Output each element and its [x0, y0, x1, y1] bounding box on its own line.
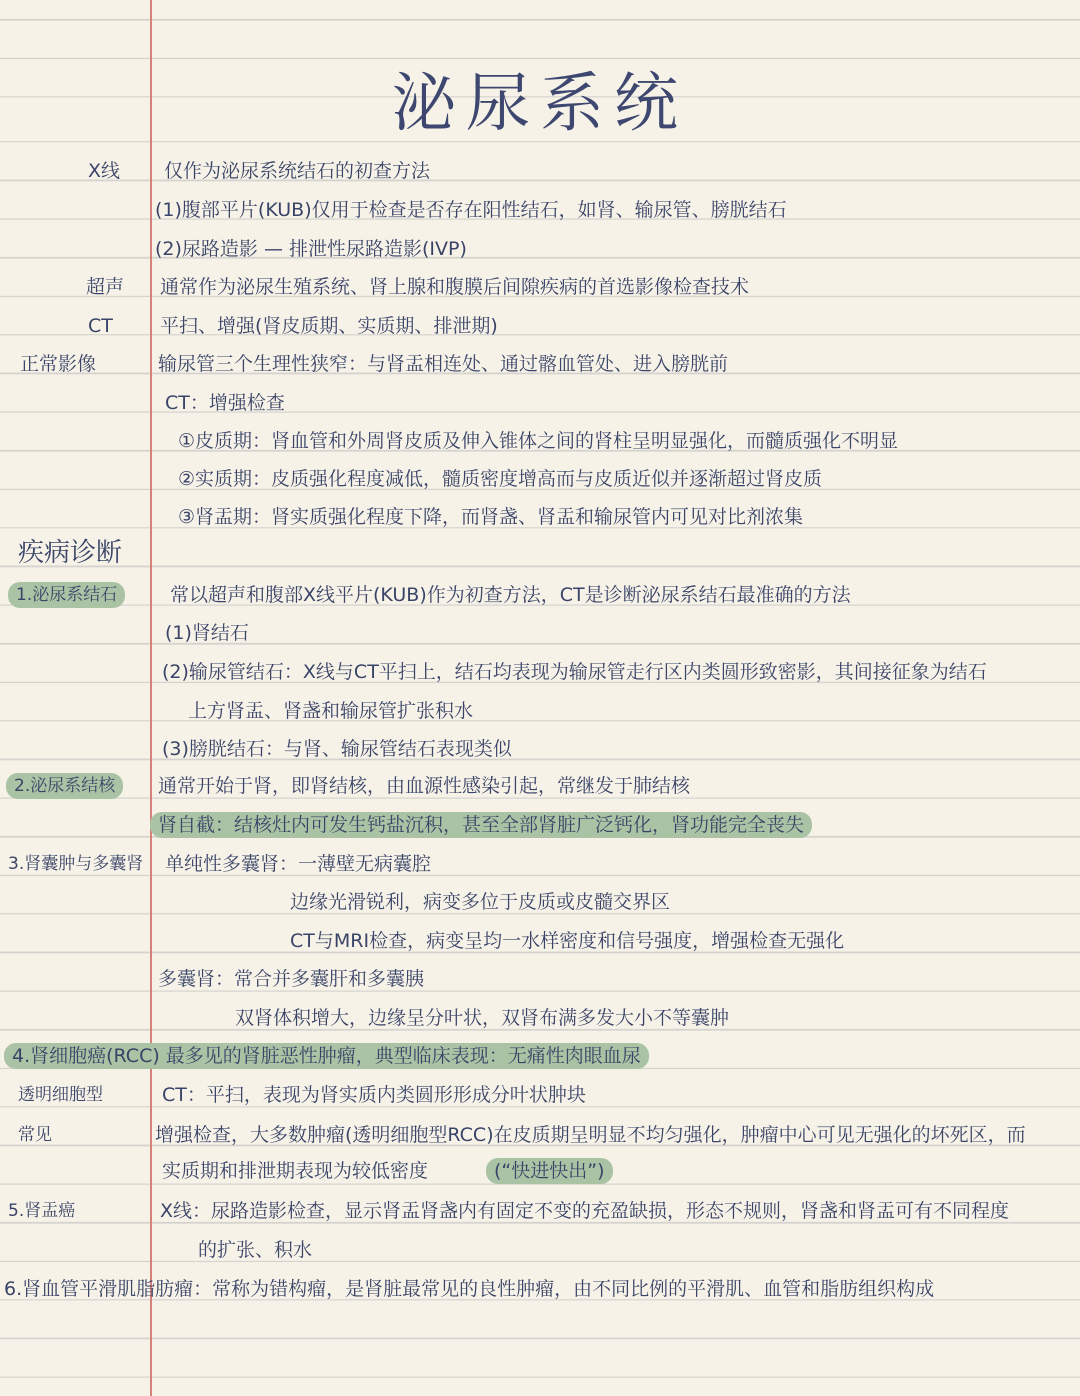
label-ct: CT	[88, 315, 113, 337]
label-urinary-stones: 1.泌尿系结石	[8, 582, 125, 608]
label-common: 常见	[18, 1125, 52, 1145]
normal-line-4: ②实质期：皮质强化程度减低，髓质密度增高而与皮质近似并逐渐超过肾皮质	[178, 468, 823, 490]
normal-line-3: ①皮质期：肾血管和外周肾皮质及伸入锥体之间的肾柱呈明显强化，而髓质强化不明显	[178, 430, 899, 452]
rcc-title: 4.肾细胞癌(RCC) 最多见的肾脏恶性肿瘤，典型临床表现：无痛性肉眼血尿	[4, 1043, 649, 1069]
cyst-line-4: 多囊肾：常合并多囊肝和多囊胰	[158, 968, 425, 990]
cyst-line-5: 双肾体积增大，边缘呈分叶状，双肾布满多发大小不等囊肿	[235, 1007, 730, 1029]
aml-line: 6.肾血管平滑肌脂肪瘤：常称为错构瘤，是肾脏最常见的良性肿瘤，由不同比例的平滑肌、血管和脂肪组织构成	[4, 1278, 935, 1300]
cyst-line-1: 单纯性多囊肾：一薄壁无病囊腔	[165, 853, 432, 875]
stones-line-2: (1)肾结石	[165, 622, 249, 644]
xray-line-3: (2)尿路造影 — 排泄性尿路造影(IVP)	[155, 238, 467, 260]
label-clear-cell: 透明细胞型	[18, 1085, 103, 1105]
cyst-line-2: 边缘光滑锐利，病变多位于皮质或皮髓交界区	[290, 891, 671, 913]
tb-highlight: 肾自截：结核灶内可发生钙盐沉积，甚至全部肾脏广泛钙化，肾功能完全丧失	[150, 812, 812, 838]
ultrasound-line: 通常作为泌尿生殖系统、肾上腺和腹膜后间隙疾病的首选影像检查技术	[160, 276, 750, 298]
pelvis-line-1: X线：尿路造影检查，显示肾盂肾盏内有固定不变的充盈缺损，形态不规则，肾盏和肾盂可有不同程度	[160, 1200, 1010, 1222]
rcc-fast-in-out: (“快进快出”)	[486, 1158, 613, 1184]
rcc-line-2: 增强检查，大多数肿瘤(透明细胞型RCC)在皮质期呈明显不均匀强化，肿瘤中心可见无强化的坏死区，而	[155, 1124, 1026, 1146]
label-renal-pelvis: 5.肾盂癌	[8, 1201, 76, 1221]
page-title: 泌尿系统	[392, 67, 688, 141]
label-xray: X线	[88, 160, 121, 182]
normal-line-5: ③肾盂期：肾实质强化程度下降，而肾盏、肾盂和输尿管内可见对比剂浓集	[178, 506, 804, 528]
xray-line-2: (1)腹部平片(KUB)仅用于检查是否存在阳性结石，如肾、输尿管、膀胱结石	[155, 199, 787, 221]
stones-line-1: 常以超声和腹部X线平片(KUB)作为初查方法，CT是诊断泌尿系结石最准确的方法	[170, 584, 851, 606]
normal-line-2: CT：增强检查	[165, 392, 285, 414]
normal-line-1: 输尿管三个生理性狭窄：与肾盂相连处、通过髂血管处、进入膀胱前	[158, 353, 729, 375]
xray-line-1: 仅作为泌尿系统结石的初查方法	[164, 160, 431, 182]
label-urinary-tb: 2.泌尿系结核	[6, 773, 123, 799]
cyst-line-3: CT与MRI检查，病变呈均一水样密度和信号强度，增强检查无强化	[290, 930, 845, 952]
label-normal-imaging: 正常影像	[20, 353, 97, 375]
label-ultrasound: 超声	[86, 276, 125, 298]
stones-line-3: (2)输尿管结石：X线与CT平扫上，结石均表现为输尿管走行区内类圆形致密影，其间接征象为结石	[162, 661, 987, 683]
ct-line: 平扫、增强(肾皮质期、实质期、排泄期)	[160, 315, 498, 337]
stones-line-5: (3)膀胱结石：与肾、输尿管结石表现类似	[162, 738, 512, 760]
tb-line: 通常开始于肾，即肾结核，由血源性感染引起，常继发于肺结核	[158, 775, 691, 797]
section-heading-diagnosis: 疾病诊断	[18, 538, 123, 568]
rcc-line-3: 实质期和排泄期表现为较低密度	[162, 1160, 429, 1182]
stones-line-4: 上方肾盂、肾盏和输尿管扩张积水	[188, 700, 474, 722]
margin-line	[150, 0, 152, 1396]
pelvis-line-2: 的扩张、积水	[198, 1239, 313, 1261]
rcc-line-1: CT：平扫，表现为肾实质内类圆形形成分叶状肿块	[162, 1084, 586, 1106]
label-renal-cyst: 3.肾囊肿与多囊肾	[8, 854, 144, 874]
